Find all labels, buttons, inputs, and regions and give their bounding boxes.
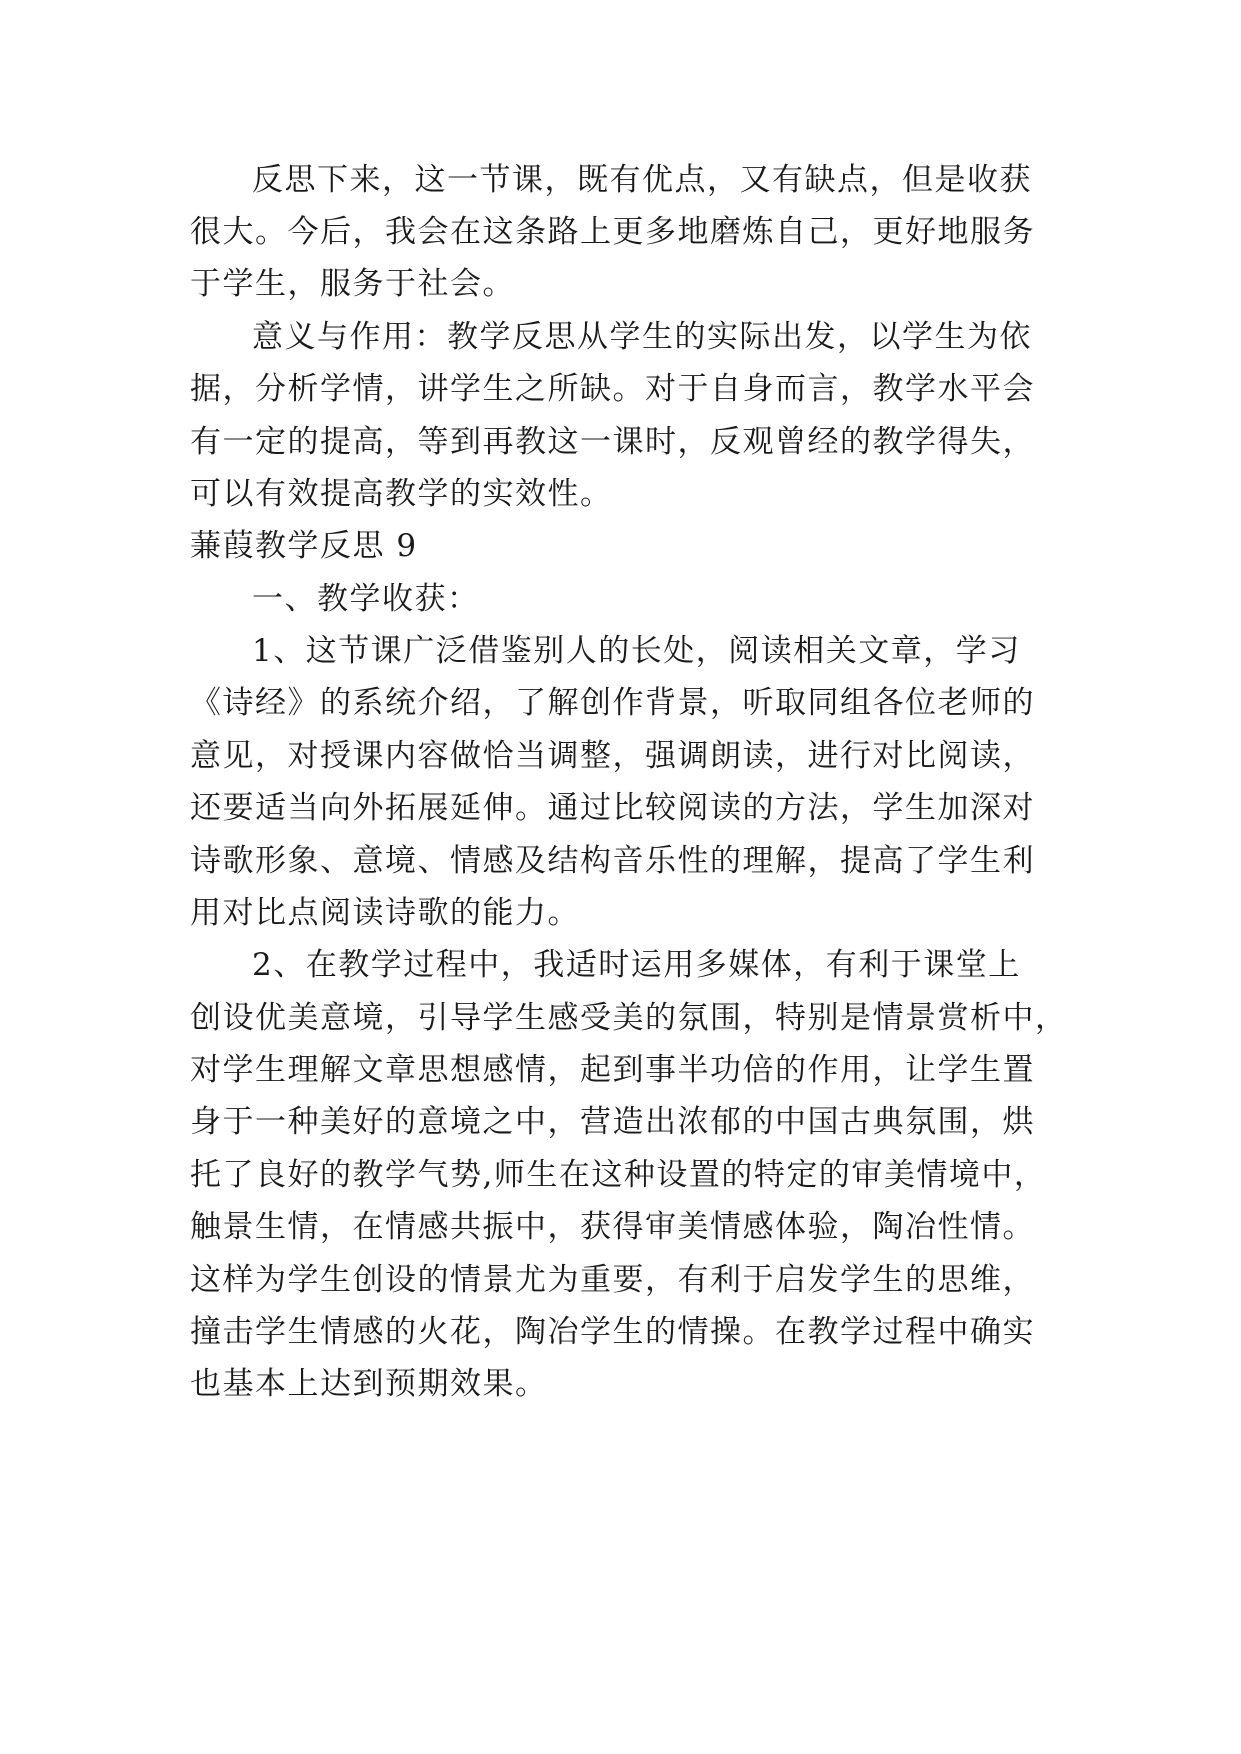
paragraph-line: 也基本上达到预期效果。 [190,1366,548,1402]
paragraph-line: 意见，对授课内容做恰当调整，强调朗读，进行对比阅读， [190,738,1035,774]
paragraph-line: 很大。今后，我会在这条路上更多地磨炼自己，更好地服务 [190,214,1035,250]
section-heading: 蒹葭教学反思 9 [190,528,418,564]
paragraph-line: 创设优美意境，引导学生感受美的氛围，特别是情景赏析中， [190,1000,1068,1036]
paragraph-line: 托了良好的教学气势,师生在这种设置的特定的审美情境中， [190,1157,1047,1193]
paragraph-line: 意义与作用：教学反思从学生的实际出发，以学生为依 [252,319,1032,355]
paragraph-line: 还要适当向外拓展延伸。通过比较阅读的方法，学生加深对 [190,790,1035,826]
paragraph-line: 诗歌形象、意境、情感及结构音乐性的理解，提高了学生利 [190,843,1035,879]
paragraph-line: 这样为学生创设的情景尤为重要，有利于启发学生的思维， [190,1262,1035,1298]
paragraph-line: 1、这节课广泛借鉴别人的长处，阅读相关文章，学习 [252,633,1021,669]
paragraph-line: 于学生，服务于社会。 [190,266,515,302]
paragraph-line: 触景生情，在情感共振中，获得审美情感体验，陶冶性情。 [190,1209,1035,1245]
paragraph-line: 《诗经》的系统介绍，了解创作背景，听取同组各位老师的 [190,685,1035,721]
paragraph-line: 2、在教学过程中，我适时运用多媒体，有利于课堂上 [252,947,1021,983]
paragraph-line: 用对比点阅读诗歌的能力。 [190,895,580,931]
paragraph-line: 有一定的提高，等到再教这一课时，反观曾经的教学得失， [190,424,1035,460]
paragraph-line: 据，分析学情，讲学生之所缺。对于自身而言，教学水平会 [190,371,1035,407]
paragraph-line: 身于一种美好的意境之中，营造出浓郁的中国古典氛围，烘 [190,1104,1035,1140]
paragraph-line: 对学生理解文章思想感情，起到事半功倍的作用，让学生置 [190,1052,1035,1088]
paragraph-line: 撞击学生情感的火花，陶冶学生的情操。在教学过程中确实 [190,1314,1035,1350]
subheading: 一、教学收获： [252,581,480,617]
paragraph-line: 可以有效提高教学的实效性。 [190,476,613,512]
paragraph-line: 反思下来，这一节课，既有优点，又有缺点，但是收获 [252,162,1032,198]
